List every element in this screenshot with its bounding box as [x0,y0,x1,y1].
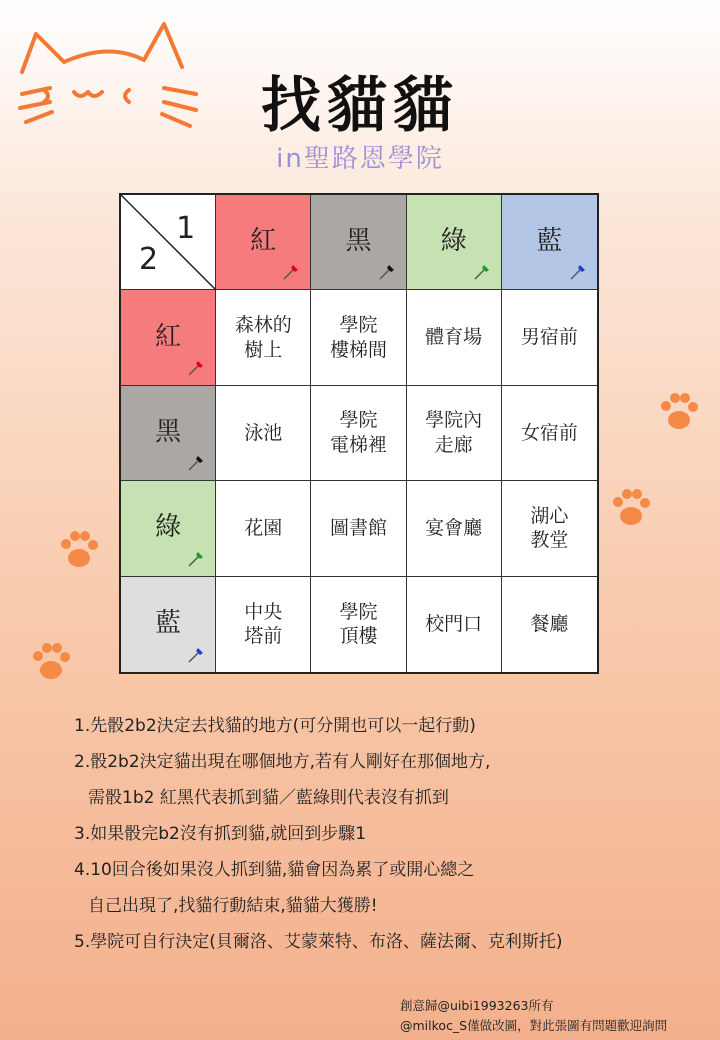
grid-cell [502,577,597,672]
grid-cell [216,577,311,672]
diagonal-divider [121,195,216,290]
rule-line: 3.如果骰完b2沒有抓到貓,就回到步驟1 [74,824,367,844]
pushpin-icon [187,357,207,377]
corner-bottom-number: 2 [139,242,159,278]
location-label: 學院 樓梯間 [329,313,387,361]
location-label: 中央 塔前 [244,600,283,648]
row-header-label: 綠 [155,512,182,543]
column-header-black [311,195,406,290]
rule-line: 2.骰2b2決定貓出現在哪個地方,若有人剛好在那個地方, [74,752,491,772]
paw-print-icon [654,388,704,438]
corner-top-number: 1 [176,211,196,246]
column-header-label: 黑 [345,226,372,257]
pushpin-icon [473,261,493,281]
pushpin-icon [378,261,398,281]
grid-cell [407,577,502,672]
grid-cell [502,386,597,481]
location-label: 花園 [244,517,283,540]
row-header-blue [121,577,216,672]
location-label: 泳池 [244,421,283,444]
row-header-red [121,290,216,385]
page-title: 找貓貓 [261,71,459,141]
column-header-label: 綠 [440,226,467,257]
column-header-label: 藍 [536,226,563,257]
grid-cell [502,481,597,576]
grid-cell [216,481,311,576]
location-label: 宴會廳 [425,517,483,540]
row-header-black [121,386,216,481]
pushpin-icon [187,452,207,472]
credit-line: 創意歸@uibi1993263所有 [400,998,554,1013]
location-label: 餐廳 [530,612,569,635]
column-header-green [407,195,502,290]
grid-cell [311,481,406,576]
location-label: 校門口 [425,612,483,635]
column-header-blue [502,195,597,290]
grid-cell [311,577,406,672]
grid-cell [216,290,311,385]
cat-face-doodle-icon [14,12,204,142]
rules-list [74,708,684,960]
location-label: 體育場 [425,326,483,349]
rule-line: 5.學院可自行決定(貝爾洛、艾蒙萊特、布洛、薩法爾、克利斯托) [74,932,563,952]
grid-corner [121,195,216,290]
rule-line: 自己出現了,找貓行動結束,貓貓大獲勝! [88,896,378,916]
page-subtitle: in聖路恩學院 [276,144,444,174]
location-grid [119,193,599,674]
column-header-red [216,195,311,290]
credit-line: @milkoc_S僅做改圖，對此張圖有問題歡迎詢問 [400,1018,668,1033]
pushpin-icon [187,644,207,664]
location-label: 學院內 走廊 [425,409,483,456]
column-header-label: 紅 [250,226,277,257]
grid-cell [407,386,502,481]
location-label: 女宿前 [520,421,578,444]
paw-print-icon [54,526,104,576]
location-label: 圖書館 [329,517,387,540]
pushpin-icon [282,261,302,281]
row-header-label: 黑 [155,417,182,448]
location-label: 學院 頂樓 [339,600,378,648]
rule-line: 1.先骰2b2決定去找貓的地方(可分開也可以一起行動) [74,716,476,736]
location-label: 森林的 樹上 [234,313,292,361]
rule-line: 需骰1b2 紅黑代表抓到貓／藍綠則代表沒有抓到 [88,788,449,808]
pushpin-icon [569,261,589,281]
paw-print-icon [26,638,76,688]
pushpin-icon [187,548,207,568]
credits [400,996,720,1036]
grid-cell [407,481,502,576]
grid-cell [311,386,406,481]
grid-cell [216,386,311,481]
row-header-label: 藍 [155,608,182,639]
paw-print-icon [606,484,656,534]
grid-cell [311,290,406,385]
grid-cell [407,290,502,385]
location-label: 湖心 教堂 [530,504,569,552]
row-header-label: 紅 [155,321,182,352]
rule-line: 4.10回合後如果沒人抓到貓,貓會因為累了或開心總之 [74,860,475,880]
location-label: 學院 電梯裡 [329,409,387,456]
grid-cell [502,290,597,385]
row-header-green [121,481,216,576]
location-label: 男宿前 [520,326,578,349]
